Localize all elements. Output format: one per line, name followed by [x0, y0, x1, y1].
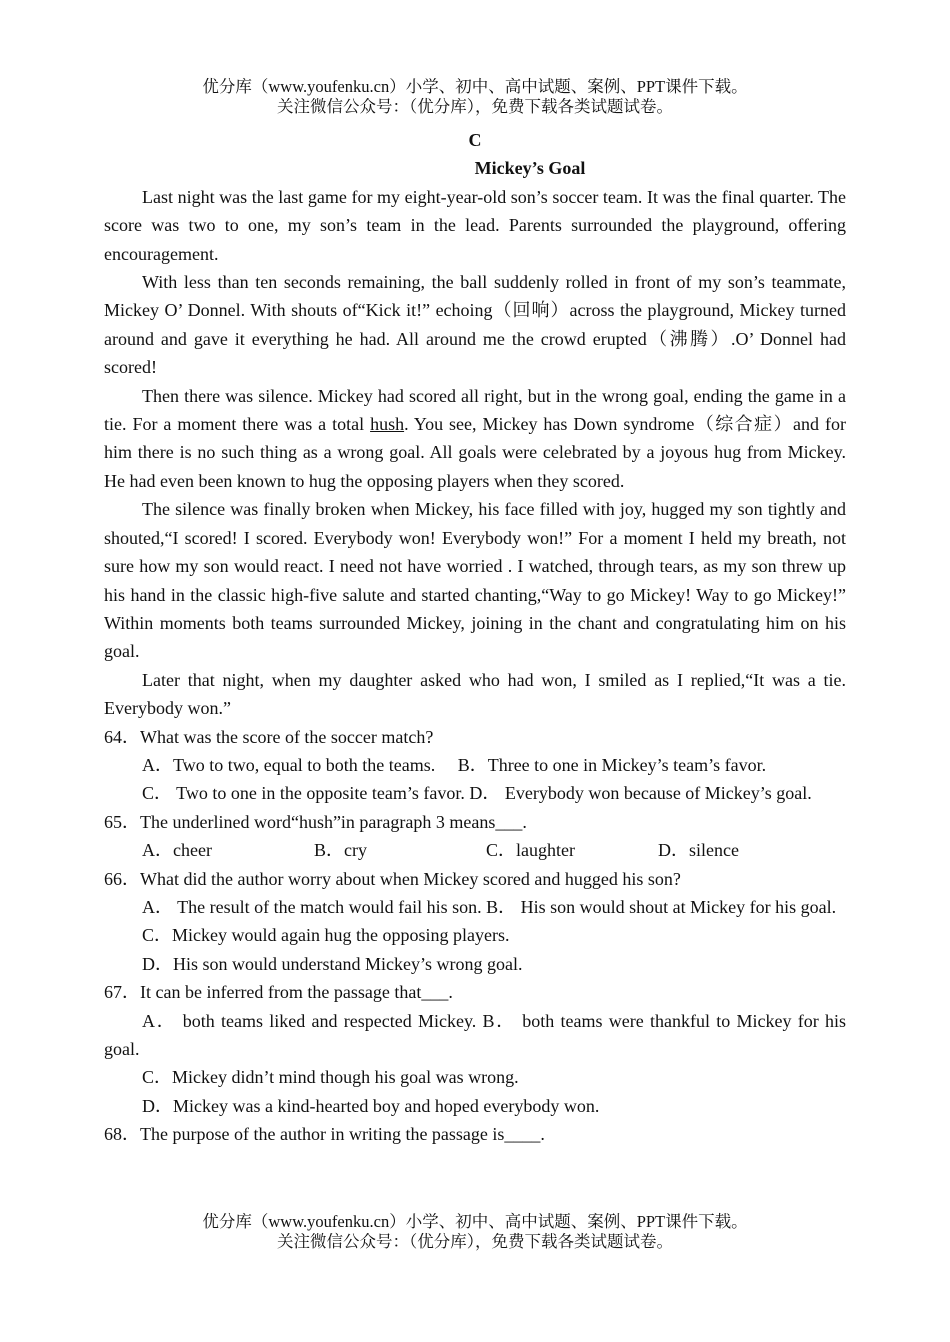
question-67-option-c: C．Mickey didn’t mind though his goal was wrong.: [142, 1067, 519, 1088]
question-65-option-b: B．cry: [314, 840, 367, 861]
question-64-options-ab: A．Two to two, equal to both the teams. B．Three to one in Mickey’s team’s favor.: [142, 754, 767, 775]
footer-line-1: 优分库（www.youfenku.cn）小学、初中、高中试题、案例、PPT课件下载。: [202, 1212, 748, 1231]
passage-content: [104, 126, 846, 1149]
paragraph-1: Last night was the last game for my eight-year-old son’s soccer team. It was the final quarter. The score was two to one, my son’s team in the lead. Parents surrounded the playground, offering encouragement.: [104, 186, 846, 264]
paragraph-3-after: . You see, Mickey has Down syndrome（综合症）and for him there is no such thing as a wrong goal. All goals were celebrated by a joyous hug from Mickey. He had even been known to hug the opposing players when they scored.: [104, 414, 846, 491]
question-65-option-a: A．cheer: [142, 840, 212, 861]
question-65-option-c: C．laughter: [486, 840, 575, 861]
paragraph-4: The silence was finally broken when Mickey, his face filled with joy, hugged my son tightly and shouted,“I scored! I scored. Everybody won! Everybody won!” For a moment I held my breath, not sure how my son would react. I need not have worried . I watched, through tears, as my son threw up his hand in the classic high-five salute and started chanting,“Way to go Mickey! Way to go Mickey!” Within moments both teams surrounded Mickey, joining in the chant and congratulating him on his goal.: [104, 499, 846, 662]
paragraph-2: With less than ten seconds remaining, the ball suddenly rolled in front of my son’s teammate, Mickey O’ Donnel. With shouts of“Kick it!” echoing（回响）across the playground, Mickey turned around and gave it everything he had. All around me the crowd erupted（沸腾）.O’ Donnel had scored!: [104, 272, 846, 378]
footer-line-2: 关注微信公众号：（优分库），免费下载各类试题试卷。: [277, 1232, 673, 1251]
paragraph-3: [104, 382, 846, 496]
question-66-options-ab: A． The result of the match would fail his son. B． His son would shout at Mickey for his goal.: [142, 896, 837, 917]
paragraph-3-before: Then there was silence. Mickey had scored all right, but in the wrong goal, ending the game in a tie. For a moment there was a total: [104, 385, 846, 435]
section-label: C: [468, 130, 482, 150]
question-68-stem: 68．The purpose of the author in writing the passage is____.: [104, 1124, 545, 1145]
page-header: [0, 77, 950, 117]
question-66-stem: 66．What did the author worry about when Mickey scored and hugged his son?: [104, 868, 681, 889]
question-65-option-d: D．silence: [658, 840, 739, 861]
header-line-2: 关注微信公众号：（优分库），免费下载各类试题试卷。: [277, 97, 673, 116]
question-67-options-ab: A． both teams liked and respected Mickey. B． both teams were thankful to Mickey for his goal.: [104, 1010, 846, 1059]
page-footer: [0, 1212, 950, 1252]
question-64-options-cd: C． Two to one in the opposite team’s favor. D． Everybody won because of Mickey’s goal.: [142, 783, 812, 804]
question-65-options: [104, 836, 846, 864]
question-66-option-d: D．His son would understand Mickey’s wrong goal.: [142, 953, 523, 974]
question-64-stem: 64．What was the score of the soccer match?: [104, 726, 434, 747]
paragraph-5: Later that night, when my daughter asked who had won, I smiled as I replied,“It was a tie. Everybody won.”: [104, 669, 846, 719]
passage-title: Mickey’s Goal: [474, 158, 586, 179]
underlined-word-hush: hush: [370, 414, 405, 435]
question-67-option-d: D．Mickey was a kind-hearted boy and hoped everybody won.: [142, 1095, 600, 1116]
question-67-stem: 67．It can be inferred from the passage that___.: [104, 982, 453, 1003]
question-66-option-c: C．Mickey would again hug the opposing players.: [142, 925, 510, 946]
header-line-1: 优分库（www.youfenku.cn）小学、初中、高中试题、案例、PPT课件下载。: [202, 77, 748, 96]
question-65-stem: 65．The underlined word“hush”in paragraph 3 means___.: [104, 811, 527, 832]
